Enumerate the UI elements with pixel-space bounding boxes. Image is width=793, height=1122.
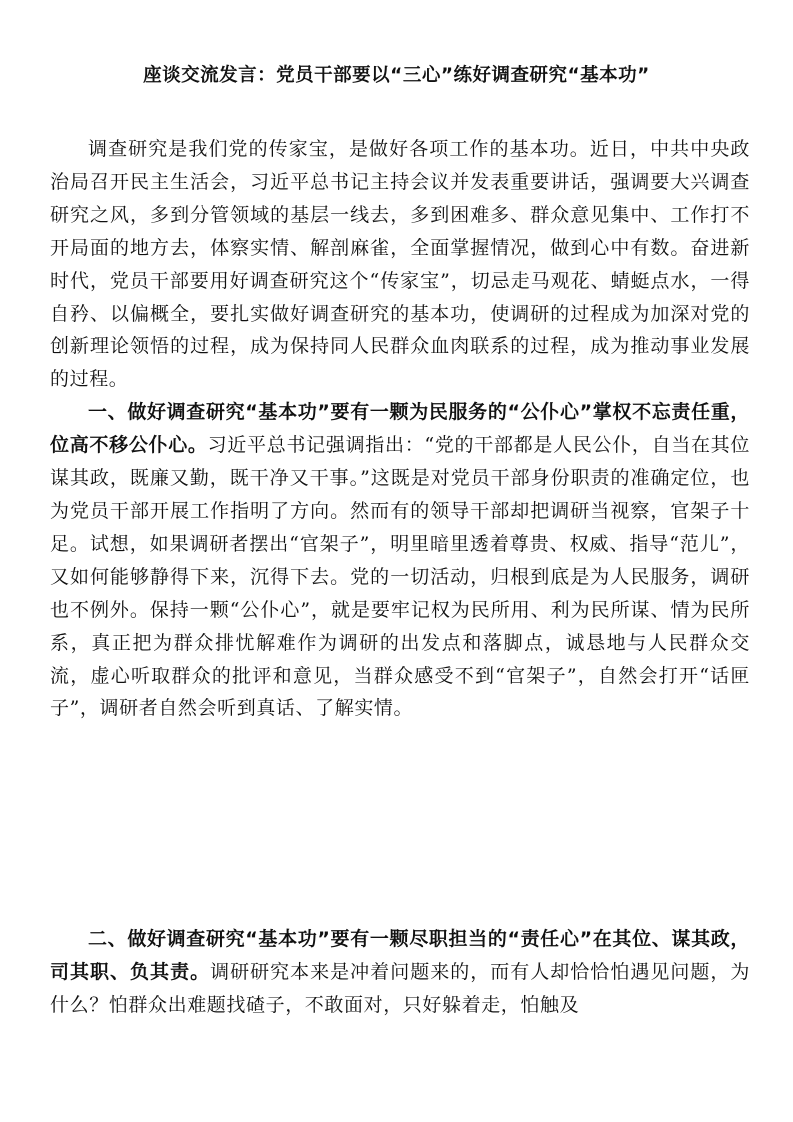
paragraph-section-2: [50, 923, 750, 1022]
paragraph-text: 调研研究本来是冲着问题来的，而有人却恰恰怕遇见问题，为什么？怕群众出难题找碴子，不敢面对，只好躲着走，怕触及: [50, 960, 750, 1016]
paragraph-text: 调查研究是我们党的传家宝，是做好各项工作的基本功。近日，中共中央政治局召开民主生活会，习近平总书记主持会议并发表重要讲话，强调要大兴调查研究之风，多到分管领域的基层一线去，多到困难多、群众意见集中、工作打不开局面的地方去，体察实情、解剖麻雀，全面掌握情况，做到心中有数。奋进新时代，党员干部要用好调查研究这个“传家宝”，切忌走马观花、蜻蜓点水，一得自矜、以偏概全，要扎实做好调查研究的基本功，使调研的过程成为加深对党的创新理论领悟的过程，成为保持同人民群众血肉联系的过程，成为推动事业发展的过程。: [50, 138, 750, 391]
paragraph-intro: [50, 133, 750, 396]
paragraph-lead: 一、做好调查研究“基本功”要有一颗为民服务的“公仆心”掌权不忘责任重，位高不移公仆心。: [50, 401, 750, 457]
paragraph-lead: 二、做好调查研究“基本功”要有一颗尽职担当的“责任心”在其位、谋其政，司其职、负其责。: [50, 928, 750, 983]
body-text: [50, 133, 750, 725]
paragraph-section-1: [50, 396, 750, 725]
document-title: 座谈交流发言：党员干部要以“三心”练好调查研究“基本功”: [143, 65, 650, 86]
paragraph-text: 习近平总书记强调指出：“党的干部都是人民公仆，自当在其位谋其政，既廉又勤，既干净又干事。”这既是对党员干部身份职责的准确定位，也为党员干部开展工作指明了方向。然而有的领导干部却把调研当视察，官架子十足。试想，如果调研者摆出“官架子”，明里暗里透着尊贵、权威、指导“范儿”，又如何能够静得下来，沉得下去。党的一切活动，归根到底是为人民服务，调研也不例外。保持一颗“公仆心”，就是要牢记权为民所用、利为民所谋、情为民所系，真正把为群众排忧解难作为调研的出发点和落脚点，诚恳地与人民群众交流，虚心听取群众的批评和意见，当群众感受不到“官架子”，自然会打开“话匣子”，调研者自然会听到真话、了解实情。: [50, 434, 750, 720]
body-text-continued: [50, 923, 750, 1022]
